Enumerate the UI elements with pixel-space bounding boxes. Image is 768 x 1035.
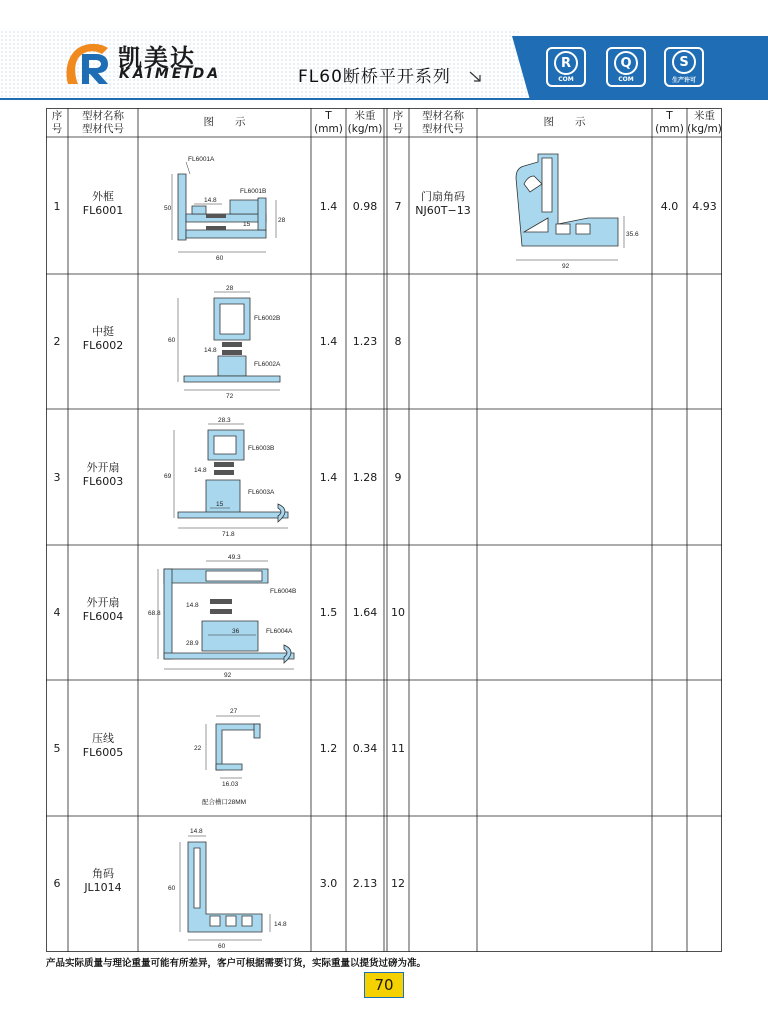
dim-label: 15 <box>216 501 224 508</box>
profile-code: NJ60T−13 <box>415 204 471 217</box>
dim-label: 92 <box>224 672 232 679</box>
row-seq: 9 <box>394 471 402 484</box>
header-seq <box>387 110 409 136</box>
dim-label: 14.8 <box>204 347 217 354</box>
dim-label: 28 <box>278 217 286 224</box>
certification-panel <box>528 36 728 96</box>
cert-label: COM <box>558 76 574 83</box>
header-figure: 图 示 <box>543 116 586 128</box>
dim-label: 27 <box>230 708 238 715</box>
row-thickness: 1.4 <box>319 200 338 213</box>
dim-label: 92 <box>562 263 570 270</box>
kaimeida-logo-icon <box>62 40 114 88</box>
page-header <box>0 0 768 108</box>
profile-name: 外开扇 <box>86 461 120 474</box>
cert-mark: R <box>554 51 578 75</box>
row-seq: 7 <box>394 200 402 213</box>
header-seq-line1: 序 <box>51 110 63 122</box>
row-weight: 0.98 <box>352 200 378 213</box>
brand-name-en: KAIMEIDA <box>119 66 222 82</box>
header-thickness-line2: (mm) <box>314 123 343 135</box>
dim-label: 50 <box>164 205 172 212</box>
row-thickness: 3.0 <box>319 877 338 890</box>
dim-label: 14.8 <box>274 921 287 928</box>
dim-label: 28.3 <box>218 417 231 424</box>
row-name-code <box>68 867 138 895</box>
dim-label: 68.8 <box>148 610 161 617</box>
header-seq <box>46 110 68 136</box>
header-name <box>409 110 477 136</box>
profile-diagram-fl6004 <box>146 549 308 679</box>
arrow-down-right-icon <box>468 70 484 84</box>
row-weight: 1.64 <box>352 606 378 619</box>
row-thickness: 1.4 <box>319 335 338 348</box>
header-figure: 图 示 <box>203 116 246 128</box>
profile-code: FL6004 <box>82 610 124 623</box>
profile-name: 门扇角码 <box>421 190 465 203</box>
row-weight: 2.13 <box>352 877 378 890</box>
profile-name: 中挺 <box>92 325 114 338</box>
header-thickness <box>652 110 687 136</box>
header-name-line2: 型材代号 <box>82 123 124 135</box>
dim-label: 36 <box>232 628 240 635</box>
row-seq: 1 <box>53 200 61 213</box>
row-name-code <box>68 596 138 624</box>
row-seq: 3 <box>53 471 61 484</box>
header-thickness <box>311 110 346 136</box>
dim-label: 60 <box>216 255 224 262</box>
header-weight-line2: (kg/m) <box>347 123 383 135</box>
row-thickness: 1.4 <box>319 471 338 484</box>
part-label: FL6001A <box>188 156 215 163</box>
r-com-cert-icon <box>546 47 586 87</box>
part-label: FL6002B <box>254 315 281 322</box>
profile-diagram-jl1014 <box>152 824 302 950</box>
q-com-cert-icon <box>606 47 646 87</box>
profile-diagram-fl6005 <box>176 700 286 806</box>
row-seq: 2 <box>53 335 61 348</box>
brand-name-cn: 凯美达 <box>118 44 196 72</box>
part-label: FL6003B <box>248 445 275 452</box>
header-weight <box>346 110 384 136</box>
profile-name: 压线 <box>92 732 114 745</box>
row-name-code <box>68 461 138 489</box>
row-name-code <box>409 190 477 218</box>
profile-diagram-fl6003 <box>158 414 308 540</box>
dim-label: 28 <box>226 285 234 292</box>
header-name <box>68 110 138 136</box>
dim-label: 60 <box>168 337 176 344</box>
dim-label: 14.8 <box>194 467 207 474</box>
profile-diagram-fl6001 <box>158 152 298 262</box>
profile-name: 外框 <box>92 190 114 203</box>
dim-label: 49.3 <box>228 554 241 561</box>
header-thickness-line1: T <box>325 110 332 122</box>
dim-label: 14.8 <box>190 828 203 835</box>
row-thickness: 1.2 <box>319 742 338 755</box>
dim-label: 22 <box>194 745 202 752</box>
header-weight <box>687 110 722 136</box>
row-seq: 10 <box>391 606 405 619</box>
part-label: FL6004B <box>270 588 297 595</box>
footer-note: 产品实际质量与理论重量可能有所差异，客户可根据需要订货，实际重量以提货过磅为准。 <box>46 958 427 969</box>
dim-label: 16.03 <box>222 781 239 788</box>
series-title: FL60断桥平开系列 <box>298 67 451 87</box>
header-weight-line1: 米重 <box>694 110 715 122</box>
header-seq-line1: 序 <box>392 110 404 122</box>
dim-label: 35.6 <box>626 231 639 238</box>
profile-name: 外开扇 <box>86 596 120 609</box>
row-seq: 8 <box>394 335 402 348</box>
page-number: 70 <box>364 972 404 998</box>
cert-label: COM <box>618 76 634 83</box>
row-seq: 6 <box>53 877 61 890</box>
profile-code: FL6005 <box>82 746 124 759</box>
row-name-code <box>68 190 138 218</box>
header-weight-line1: 米重 <box>354 110 376 122</box>
profile-name: 角码 <box>92 867 114 880</box>
profile-code: FL6001 <box>82 204 124 217</box>
part-label: FL6004A <box>266 628 293 635</box>
dim-label: 14.8 <box>186 602 199 609</box>
part-label: FL6001B <box>240 188 267 195</box>
header-name-line1: 型材名称 <box>422 110 464 122</box>
row-seq: 12 <box>391 877 405 890</box>
row-weight: 4.93 <box>692 200 717 213</box>
row-weight: 1.28 <box>352 471 378 484</box>
header-seq-line2: 号 <box>392 123 404 135</box>
profile-code: FL6002 <box>82 339 124 352</box>
header-thickness-line2: (mm) <box>655 123 684 135</box>
row-weight: 1.23 <box>352 335 378 348</box>
header-seq-line2: 号 <box>51 123 63 135</box>
dim-label: 72 <box>226 393 234 400</box>
cert-label: 生产许可 <box>671 77 696 84</box>
dim-label: 69 <box>164 473 172 480</box>
profile-diagram-fl6002 <box>158 280 298 402</box>
production-license-icon <box>664 47 704 87</box>
header-weight-line2: (kg/m) <box>687 123 722 135</box>
dim-label: 71.8 <box>222 531 235 538</box>
dim-label: 15 <box>243 221 251 228</box>
profile-diagram-nj60t-13 <box>502 148 639 270</box>
dim-label: 28.9 <box>186 640 199 647</box>
profile-code: JL1014 <box>84 881 122 894</box>
row-thickness: 4.0 <box>660 200 679 213</box>
row-seq: 4 <box>53 606 61 619</box>
row-seq: 5 <box>53 742 61 755</box>
row-thickness: 1.5 <box>319 606 338 619</box>
dim-label: 14.8 <box>204 197 217 204</box>
row-name-code <box>68 325 138 353</box>
header-name-line2: 型材代号 <box>422 123 464 135</box>
part-label: FL6003A <box>248 489 275 496</box>
cert-mark: Q <box>614 51 638 75</box>
header-thickness-line1: T <box>666 110 673 122</box>
profile-spec-table <box>46 108 722 952</box>
row-weight: 0.34 <box>352 742 378 755</box>
dim-label: 60 <box>168 885 176 892</box>
profile-code: FL6003 <box>82 475 124 488</box>
cert-mark: S <box>672 50 696 74</box>
part-label: FL6002A <box>254 361 281 368</box>
dim-label: 60 <box>218 943 226 950</box>
profile-note: 配合槽口28MM <box>202 799 247 806</box>
row-name-code <box>68 732 138 760</box>
row-seq: 11 <box>391 742 405 755</box>
header-name-line1: 型材名称 <box>82 110 124 122</box>
